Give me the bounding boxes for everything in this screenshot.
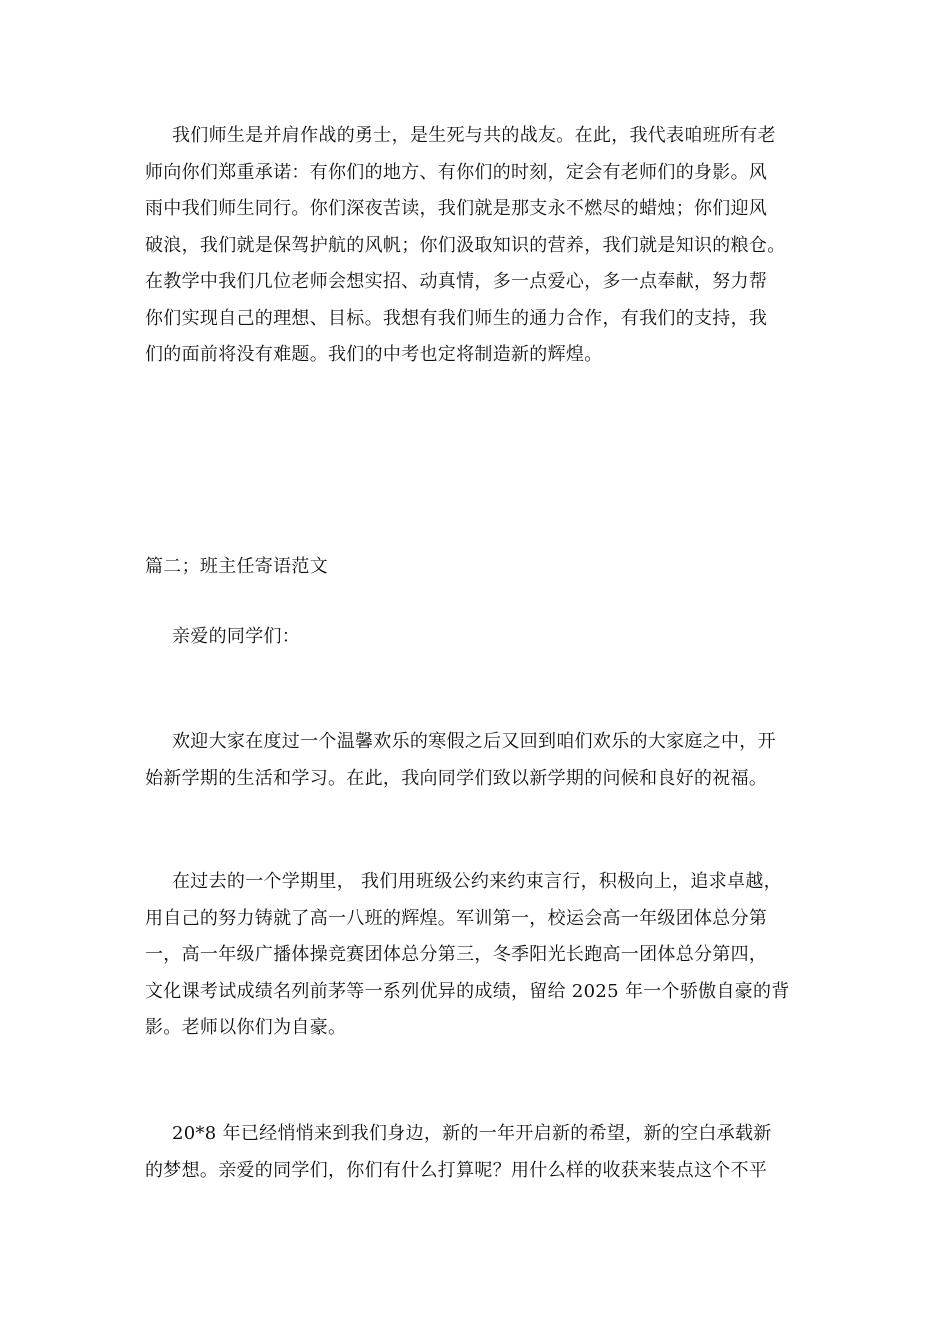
text-line: 文化课考试成绩名列前茅等一系列优异的成绩，留给 2025 年一个骄傲自豪的背 [145,980,790,1002]
text-line: 们的面前将没有难题。我们的中考也定将制造新的辉煌。 [145,344,603,365]
text-line: 你们实现自己的理想、目标。我想有我们师生的通力合作，有我们的支持，我 [145,307,768,329]
text-line: 师向你们郑重承诺：有你们的地方、有你们的时刻，定会有老师们的身影。风 [145,161,768,183]
paragraph-welcome [145,724,805,797]
text-line: 一，高一年级广播体操竞赛团体总分第三，冬季阳光长跑高一团体总分第四， [145,944,768,965]
text-line: 破浪，我们就是保驾护航的风帆；你们汲取知识的营养，我们就是知识的粮仓。 [145,234,786,256]
paragraph-teachers-promise [145,118,805,374]
paragraph-new-year [145,1116,805,1189]
text-line: 的梦想。亲爱的同学们，你们有什么打算呢？用什么样的收获来装点这个不平 [145,1159,768,1181]
text-line: 始新学期的生活和学习。在此，我向同学们致以新学期的问候和良好的祝福。 [145,767,768,789]
greeting [145,619,805,656]
greeting-text: 亲爱的同学们： [172,626,301,647]
paragraph-past-semester [145,864,805,1047]
section-heading [145,549,805,586]
text-line: 在教学中我们几位老师会想实招、动真情，多一点爱心，多一点奉献，努力帮 [145,271,768,292]
text-line: 影。老师以你们为自豪。 [145,1017,347,1038]
text-line: 我们师生是并肩作战的勇士，是生死与共的战友。在此，我代表咱班所有老 [172,125,776,146]
text-line: 用自己的努力铸就了高一八班的辉煌。军训第一，校运会高一年级团体总分第 [145,907,768,929]
text-line: 欢迎大家在度过一个温馨欢乐的寒假之后又回到咱们欢乐的大家庭之中，开 [172,731,776,752]
text-line: 雨中我们师生同行。你们深夜苦读，我们就是那支永不燃尽的蜡烛；你们迎风 [145,198,768,219]
text-line: 在过去的一个学期里， 我们用班级公约来约束言行，积极向上，追求卓越， [172,871,782,892]
text-line: 20*8 年已经悄悄来到我们身边，新的一年开启新的希望，新的空白承载新 [172,1123,772,1144]
section-heading-text: 篇二；班主任寄语范文 [145,556,328,577]
